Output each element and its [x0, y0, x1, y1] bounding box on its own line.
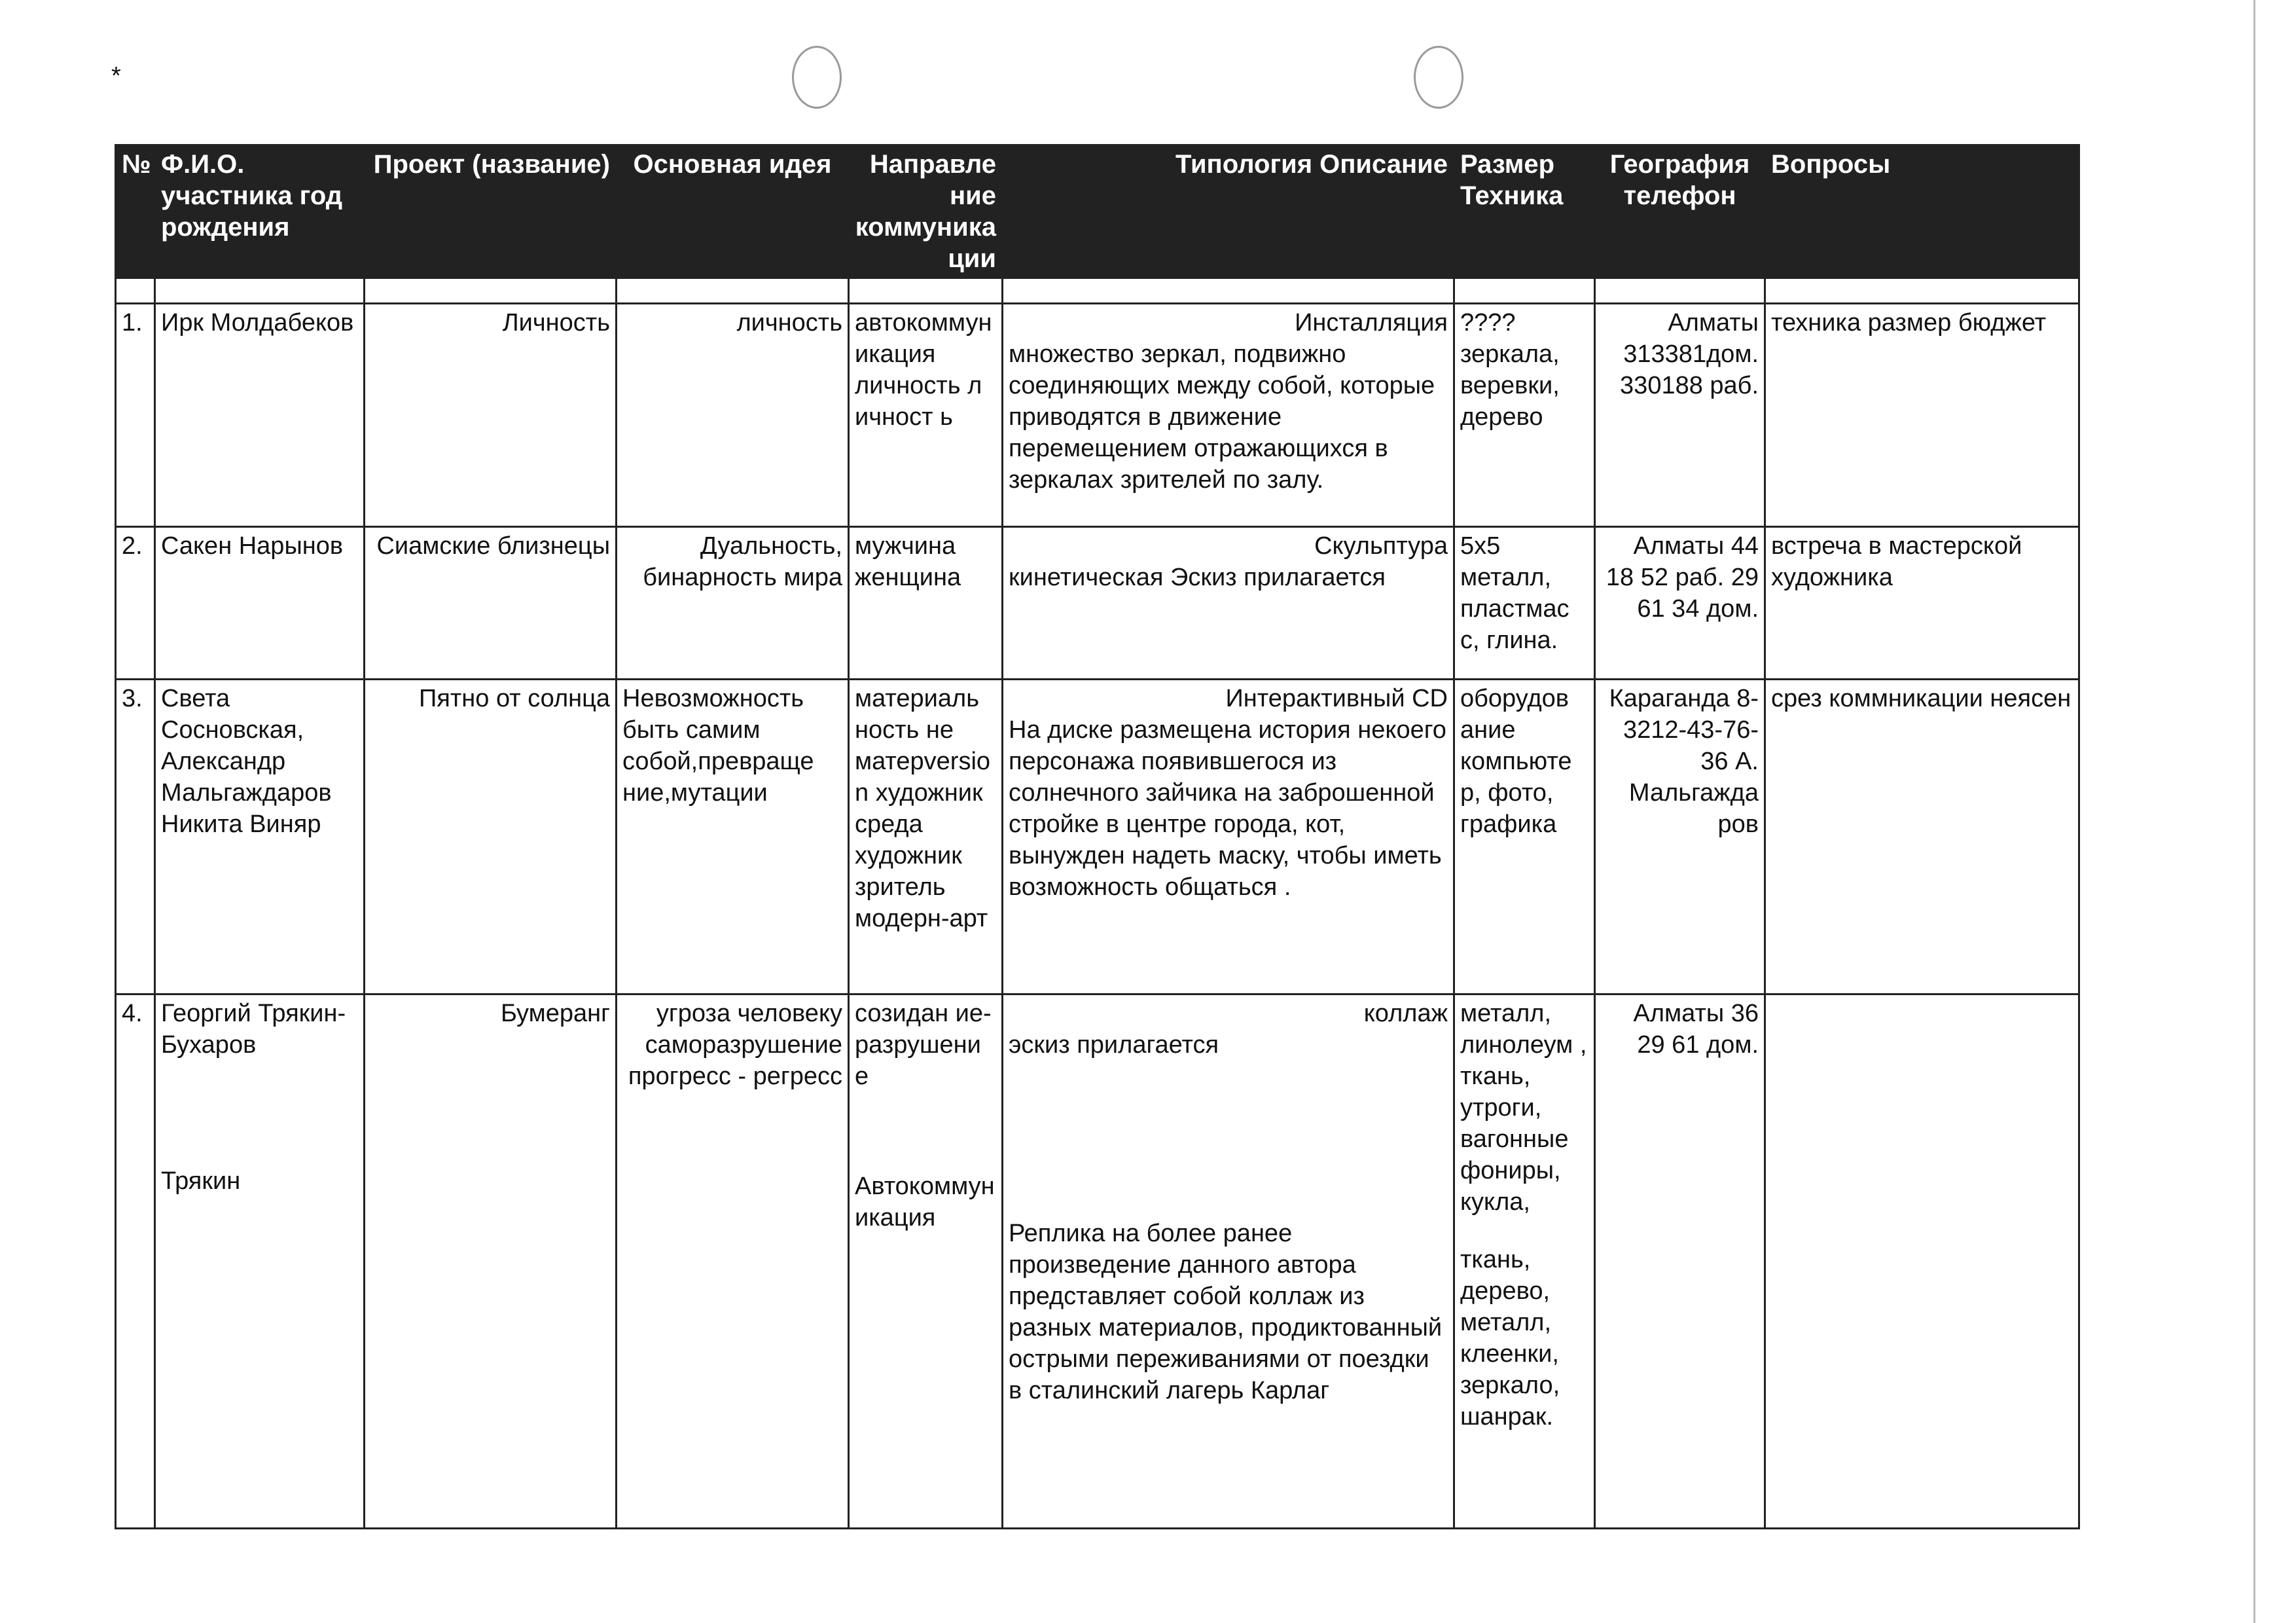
row-name: Сакен Нарынов [155, 527, 365, 680]
row-project: Сиамские близнецы [365, 527, 617, 680]
row-name-cell [155, 994, 365, 1529]
header-questions: Вопросы [1765, 145, 2079, 278]
table-row [116, 527, 2079, 680]
spacer-row [116, 278, 2079, 304]
header-geo: География телефон [1595, 145, 1765, 278]
row-num: 3. [116, 680, 155, 994]
row-geo: Караганда 8-3212-43-76-36 А. Мальгажда ров [1595, 680, 1765, 994]
row-name-secondary: Трякин [161, 1167, 241, 1195]
table-row [116, 680, 2079, 994]
row-geo: Алматы 36 29 61 дом. [1595, 994, 1765, 1529]
row-size: 5х5 металл, пластмас с, глина. [1454, 527, 1595, 680]
row-project: Пятно от солнца [365, 680, 617, 994]
row-idea: личность [617, 304, 849, 527]
row-project: Бумеранг [365, 994, 617, 1529]
row-size-secondary: ткань, дерево, металл, клеенки, зеркало, шанрак. [1460, 1246, 1560, 1431]
row-typology-title: Скульптура [1314, 532, 1448, 560]
row-direction: автокоммуникация личность л ичност ь [849, 304, 1003, 527]
row-direction: созидан ие-разрушени е [855, 1000, 992, 1090]
row-direction-cell [849, 994, 1003, 1529]
row-project: Личность [365, 304, 617, 527]
row-typology-desc: множество зеркал, подвижно соединяющих между собой, которые приводятся в движение перемещением отражающихся в зеркалах зрителей по залу. [1009, 340, 1435, 494]
row-typology [1003, 994, 1454, 1529]
row-size: оборудов ание компьюте р, фото, графика [1454, 680, 1595, 994]
row-geo: Алматы 44 18 52 раб. 29 61 34 дом. [1595, 527, 1765, 680]
row-typology-title: Интерактивный CD [1225, 685, 1448, 712]
row-idea: Дуальность, бинарность мира [617, 527, 849, 680]
row-num: 1. [116, 304, 155, 527]
header-name: Ф.И.О. участника год рождения [155, 145, 365, 278]
participants-table [115, 144, 2080, 1529]
row-typology-title: коллаж [1363, 1000, 1448, 1027]
row-size: ???? зеркала, веревки, дерево [1454, 304, 1595, 527]
row-idea: Невозможность быть самим собой,превраще ние,мутации [617, 680, 849, 994]
row-name: Ирк Молдабеков [155, 304, 365, 527]
row-name: Света Сосновская, Александр Мальгаждаров Никита Виняр [155, 680, 365, 994]
header-idea: Основная идея [617, 145, 849, 278]
row-size-cell [1454, 994, 1595, 1529]
row-questions [1765, 994, 2079, 1529]
header-project: Проект (название) [365, 145, 617, 278]
row-direction: мужчина женщина [849, 527, 1003, 680]
row-typology [1003, 304, 1454, 527]
row-typology-desc: эскиз прилагается [1009, 1031, 1219, 1059]
row-questions: техника размер бюджет [1765, 304, 2079, 527]
header-typology: Типология Описание [1003, 145, 1454, 278]
header-size: Размер Техника [1454, 145, 1595, 278]
row-typology [1003, 680, 1454, 994]
punch-hole-left [792, 46, 842, 109]
table-row [116, 994, 2079, 1529]
row-typology-title: Инсталляция [1295, 309, 1448, 337]
row-geo: Алматы 313381дом. 330188 раб. [1595, 304, 1765, 527]
row-direction: материаль ность не матерversion художник среда художник зритель модерн-арт [849, 680, 1003, 994]
asterisk-mark: * [111, 62, 121, 90]
header-row [116, 145, 2079, 278]
row-num: 4. [116, 994, 155, 1529]
row-name: Георгий Трякин-Бухаров [161, 1000, 346, 1059]
row-size: металл, линолеум , ткань, утроги, вагонные фониры, кукла, [1460, 1000, 1587, 1216]
row-typology-desc: На диске размещена история некоего персонажа появившегося из солнечного зайчика на заброшенной стройке в центре города, кот, вынужден надеть маску, чтобы иметь возможность общаться . [1009, 716, 1446, 901]
header-num: № [116, 145, 155, 278]
table-row [116, 304, 2079, 527]
header-direction: Направление коммуникации [849, 145, 1003, 278]
row-typology [1003, 527, 1454, 680]
row-direction-secondary: Автокоммуникация [855, 1173, 995, 1231]
page-edge-line [2253, 0, 2255, 1623]
row-idea: угроза человеку саморазрушение прогресс - регресс [617, 994, 849, 1529]
row-typology-desc: кинетическая Эскиз прилагается [1009, 564, 1386, 591]
row-num: 2. [116, 527, 155, 680]
row-typology-desc-secondary: Реплика на более ранее произведение данного автора представляет собой коллаж из разных материалов, продиктованный острыми переживаниями от поездки в сталинский лагерь Карлаг [1009, 1220, 1443, 1404]
row-questions: срез коммникации неясен [1765, 680, 2079, 994]
row-questions: встреча в мастерской художника [1765, 527, 2079, 680]
punch-hole-right [1414, 46, 1463, 109]
